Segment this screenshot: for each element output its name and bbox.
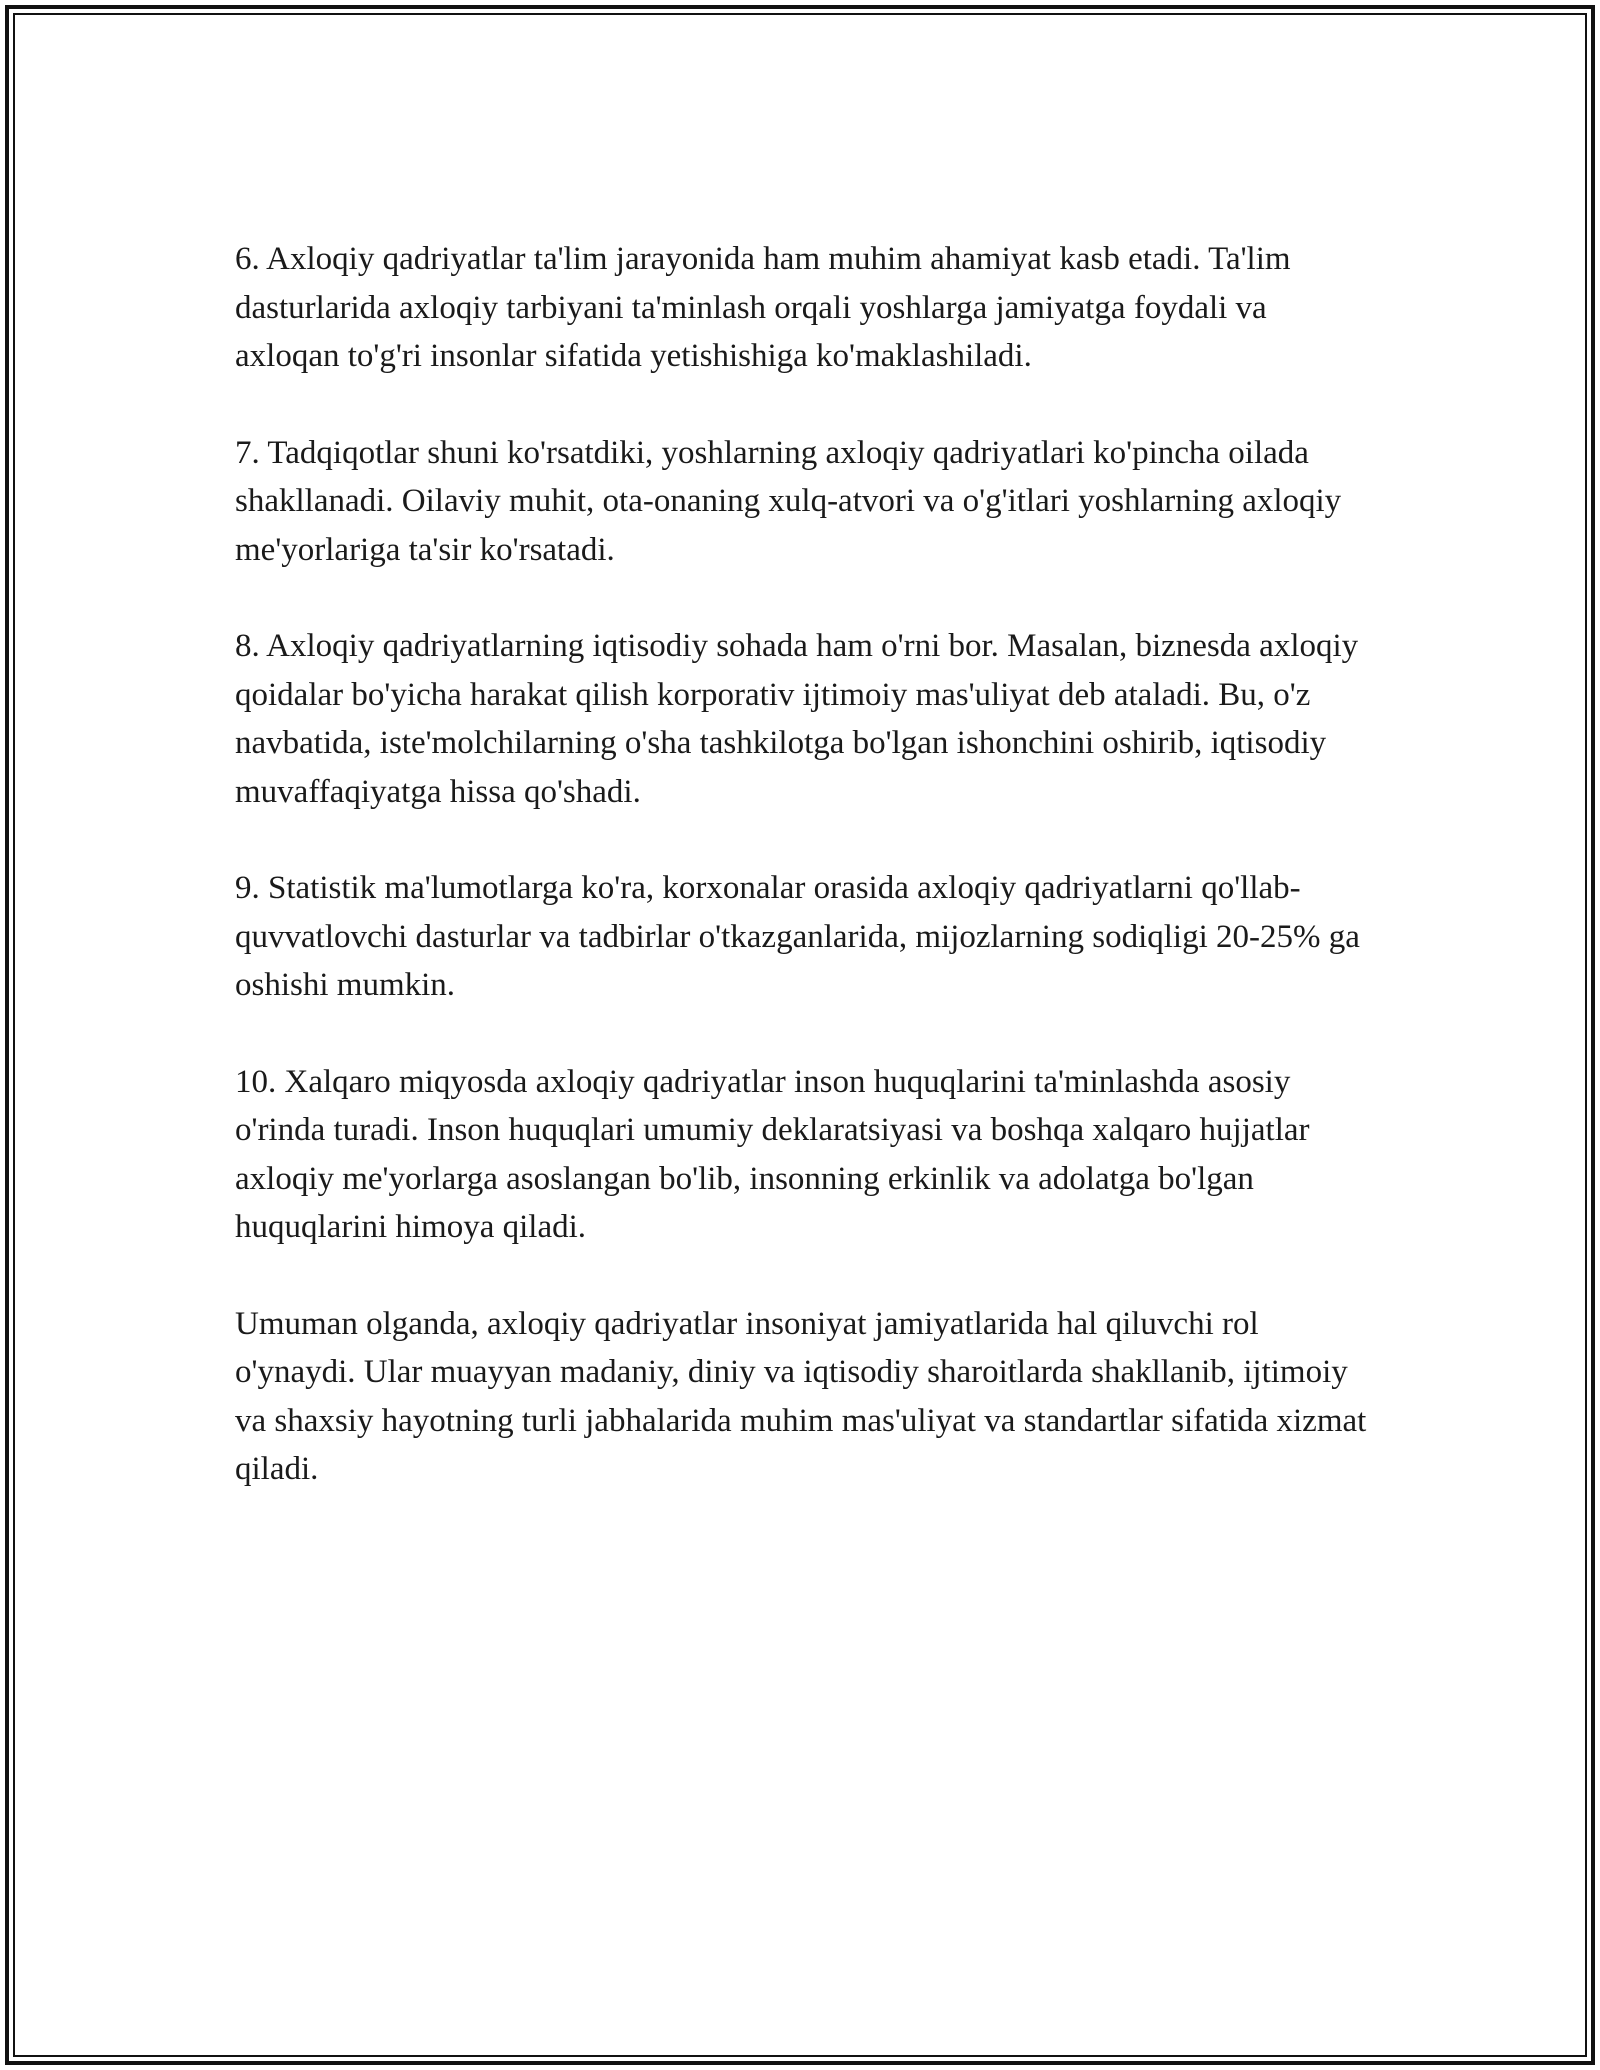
paragraph-6: 6. Axloqiy qadriyatlar ta'lim jarayonida ham muhim ahamiyat kasb etadi. Ta'lim dasturlarida axloqiy tarbiyani ta'minlash orqali yoshlarga jamiyatga foydali va axloqan to'g'ri insonlar sifatida yetishishiga ko'maklashiladi. bbox=[235, 241, 1291, 374]
paragraph-10: 10. Xalqaro miqyosda axloqiy qadriyatlar inson huquqlarini ta'minlashda asosiy o'rinda turadi. Inson huquqlari umumiy deklaratsiyasi va boshqa xalqaro hujjatlar axloqiy me'yorlarga asoslangan bo'lib, insonning erkinlik va adolatga bo'lgan huquqlarini himoya qiladi. bbox=[235, 1063, 1310, 1245]
paragraph-7: 7. Tadqiqotlar shuni ko'rsatdiki, yoshlarning axloqiy qadriyatlari ko'pincha oilada shakllanadi. Oilaviy muhit, ota-onaning xulq-atvori va o'g'itlari yoshlarning axloqiy me'yorlariga ta'sir ko'rsatadi. bbox=[235, 434, 1342, 568]
paragraph-conclusion: Umuman olganda, axloqiy qadriyatlar insoniyat jamiyatlarida hal qiluvchi rol o'ynaydi. Ular muayyan madaniy, diniy va iqtisodiy sharoitlarda shakllanib, ijtimoiy va shaxsiy hayotning turli jabhalarida muhim mas'uliyat va standartlar sifatida xizmat qiladi. bbox=[235, 1305, 1367, 1487]
paragraph-9: 9. Statistik ma'lumotlarga ko'ra, korxonalar orasida axloqiy qadriyatlarni qo'llab-quvvatlovchi dasturlar va tadbirlar o'tkazganlarida, mijozlarning sodiqligi 20-25% ga oshishi mumkin. bbox=[235, 870, 1360, 1003]
document-body bbox=[235, 235, 1375, 1542]
paragraph-8: 8. Axloqiy qadriyatlarning iqtisodiy sohada ham o'rni bor. Masalan, biznesda axloqiy qoidalar bo'yicha harakat qilish korporativ ijtimoiy mas'uliyat deb ataladi. Bu, o'z navbatida, iste'molchilarning o'sha tashkilotga bo'lgan ishonchini oshirib, iqtisodiy muvaffaqiyatga hissa qo'shadi. bbox=[235, 628, 1359, 810]
